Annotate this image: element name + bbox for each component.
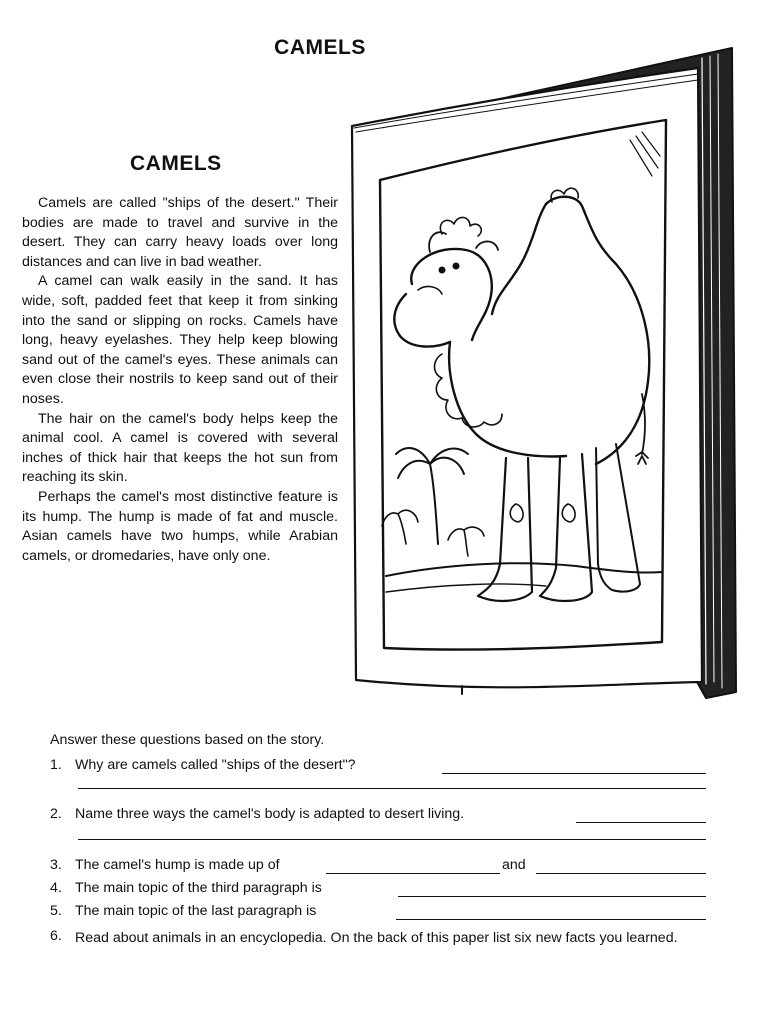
story-paragraph-2: A camel can walk easily in the sand. It has wide, soft, padded feet that keep it from sinking into the sand or slipping on rocks. Camels have long, heavy eyelashes. They help keep blowing sand out of the camel's eyes. These animals can even close their nostrils to keep sand out of their noses.: [22, 273, 338, 407]
question-number: 5.: [50, 903, 62, 919]
answer-line[interactable]: [78, 788, 706, 789]
question-text: Name three ways the camel's body is adapted to desert living.: [75, 806, 465, 822]
question-1: [50, 757, 720, 778]
question-number: 6.: [50, 928, 62, 944]
question-number: 1.: [50, 757, 62, 773]
story-paragraph-4: Perhaps the camel's most distinctive feature is its hump. The hump is made of fat and muscle. Asian camels have two humps, while Arabian camels, or dromedaries, have only one.: [22, 488, 338, 564]
answer-line-row: [50, 827, 720, 857]
story-paragraph-3: The hair on the camel's body helps keep the animal cool. A camel is covered with several inches of thick hair that keeps the hot sun from reaching its skin.: [22, 410, 338, 486]
answer-line[interactable]: [442, 773, 706, 774]
questions-intro: Answer these questions based on the story.: [50, 732, 325, 748]
answer-line[interactable]: [576, 822, 706, 823]
question-text: The camel's hump is made up of: [75, 857, 280, 873]
answer-line[interactable]: [78, 839, 706, 840]
questions-section: [50, 732, 720, 970]
page-title: CAMELS: [274, 36, 366, 59]
question-4: [50, 880, 720, 903]
camel-book-illustration: [346, 44, 746, 704]
question-number: 4.: [50, 880, 62, 896]
question-6: [50, 928, 720, 970]
story-paragraph-1: Camels are called "ships of the desert." Their bodies are made to travel and survive in the desert. They can carry heavy loads over long distances and can live in bad weather.: [22, 195, 338, 270]
question-number: 3.: [50, 857, 62, 873]
question-2: [50, 806, 720, 827]
story-title: CAMELS: [130, 152, 222, 175]
question-text: The main topic of the last paragraph is: [75, 903, 317, 919]
question-text: Read about animals in an encyclopedia. On the back of this paper list six new facts you learned.: [75, 930, 678, 946]
answer-line[interactable]: [326, 873, 500, 874]
answer-line[interactable]: [398, 896, 706, 897]
answer-line[interactable]: [536, 873, 706, 874]
story-text: [22, 194, 338, 566]
question-joiner: and: [502, 857, 526, 873]
answer-line-row: [50, 778, 720, 806]
question-3: [50, 857, 720, 880]
answer-line[interactable]: [396, 919, 706, 920]
question-number: 2.: [50, 806, 62, 822]
question-5: [50, 903, 720, 928]
question-text: The main topic of the third paragraph is: [75, 880, 322, 896]
question-text: Why are camels called "ships of the desert"?: [75, 757, 356, 773]
